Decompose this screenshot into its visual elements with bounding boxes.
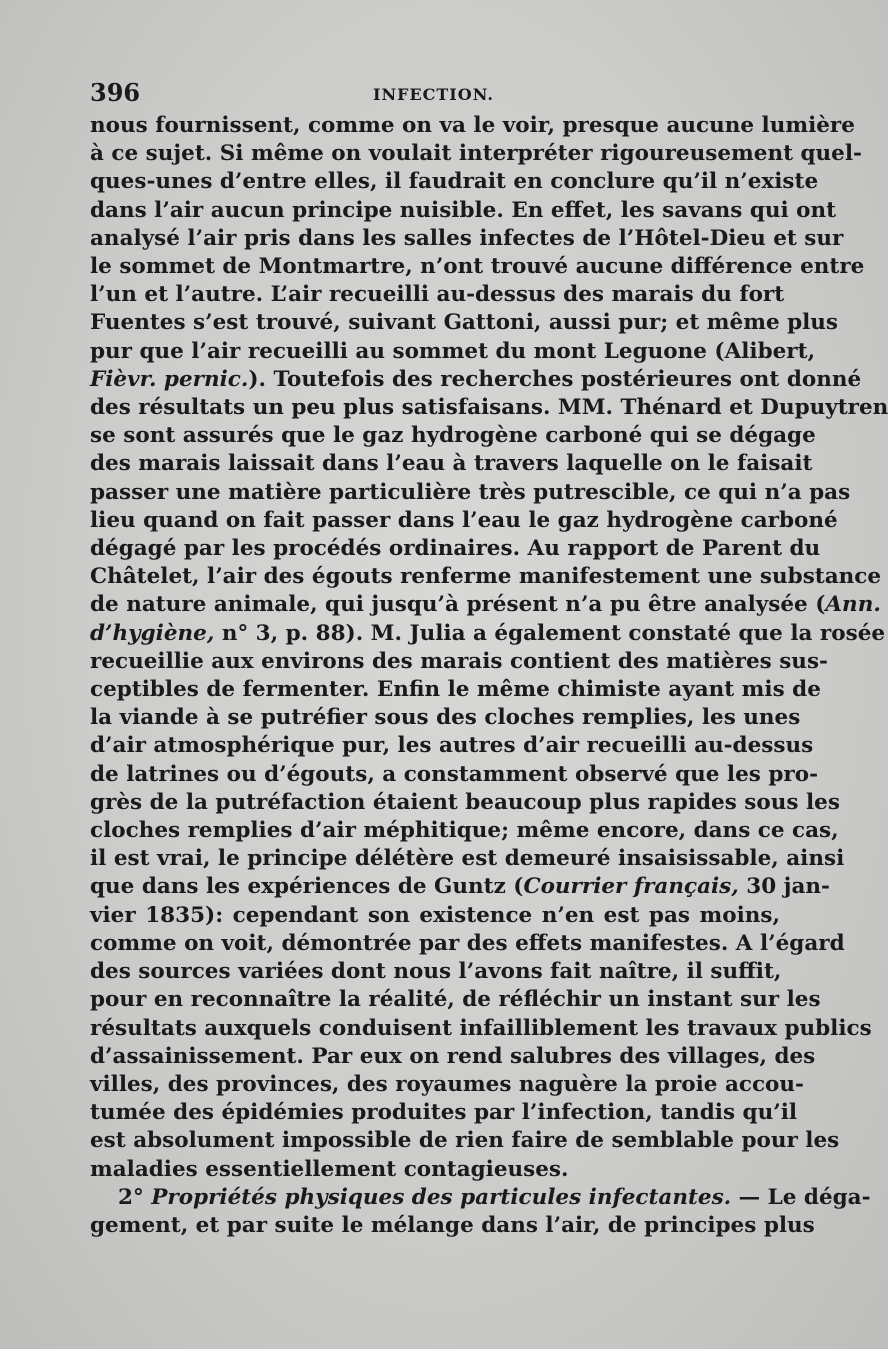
text-segment: villes, des provinces, des royaumes naguère la proie accou-: [90, 1071, 804, 1097]
text-segment: d’air atmosphérique pur, les autres d’air recueilli au-dessus: [90, 733, 814, 759]
text-segment: n° 3, p. 88). M. Julia a également constaté que la rosée: [214, 620, 886, 646]
text-segment: pour en reconnaître la réalité, de réfléchir un instant sur les: [90, 987, 821, 1013]
text-segment: passer une matière particulière très putrescible, ce qui n’a pas: [90, 479, 851, 505]
text-line: [90, 1015, 872, 1043]
text-line: [90, 761, 818, 789]
text-line: [90, 140, 862, 168]
text-line: [90, 704, 801, 732]
text-segment: il est vrai, le principe délétère est demeuré insaisissable, ainsi: [90, 846, 845, 872]
text-line: [90, 873, 830, 901]
text-line: [90, 591, 881, 619]
text-line: [90, 1071, 804, 1099]
text-segment: pur que l’air recueilli au sommet du mont Leguone (Alibert,: [90, 338, 816, 364]
page-number: 396: [90, 78, 141, 107]
text-segment: nous fournissent, comme on va le voir, presque aucune lumière: [90, 113, 855, 138]
text-line: [90, 422, 816, 450]
page-header: [90, 78, 780, 108]
text-line: [90, 958, 780, 986]
text-line: [90, 986, 821, 1014]
text-line: [90, 394, 888, 422]
text-segment: analysé l’air pris dans les salles infectes de l’Hôtel-Dieu et sur: [90, 225, 844, 251]
text-segment: le sommet de Montmartre, n’ont trouvé aucune différence entre: [90, 254, 865, 280]
text-line: [90, 1184, 871, 1212]
text-line: [90, 902, 780, 930]
text-segment: gement, et par suite le mélange dans l’air, de principes plus: [90, 1212, 815, 1238]
text-segment: ques-unes d’entre elles, il faudrait en conclure qu’il n’existe: [90, 169, 819, 195]
text-segment: comme on voit, démontrée par des effets manifestes. A l’égard: [90, 930, 845, 956]
text-line: [90, 1212, 815, 1240]
text-segment: cloches remplies d’air méphitique; même encore, dans ce cas,: [90, 818, 839, 844]
text-line: [90, 366, 862, 394]
text-line: [90, 1043, 816, 1071]
text-segment: des sources variées dont nous l’avons fait naître, il suffit,: [90, 959, 782, 985]
text-line: [90, 648, 828, 676]
text-line: [90, 676, 821, 704]
text-segment: maladies essentiellement contagieuses.: [90, 1156, 569, 1182]
text-segment: dans l’air aucun principe nuisible. En effet, les savans qui ont: [90, 197, 837, 223]
text-segment: est absolument impossible de rien faire de semblable pour les: [90, 1128, 840, 1154]
text-segment: que dans les expériences de Guntz (: [90, 874, 524, 900]
text-segment: 2°: [118, 1184, 152, 1210]
text-line: [90, 535, 821, 563]
text-segment: dégagé par les procédés ordinaires. Au rapport de Parent du: [90, 536, 821, 562]
italic-segment: Courrier français,: [523, 874, 739, 900]
text-line: [90, 930, 845, 958]
text-line: [90, 168, 819, 196]
text-line: [90, 253, 865, 281]
text-line: [90, 732, 814, 760]
text-segment: se sont assurés que le gaz hydrogène carboné qui se dégage: [90, 423, 816, 449]
text-segment: — Le déga-: [731, 1184, 871, 1210]
text-segment: lieu quand on fait passer dans l’eau le gaz hydrogène carboné: [90, 507, 838, 533]
text-line: [90, 845, 845, 873]
text-segment: des résultats un peu plus satisfaisans. MM. Thénard et Dupuytren: [90, 395, 888, 421]
italic-segment: Ann.: [825, 592, 881, 618]
text-segment: Fuentes s’est trouvé, suivant Gattoni, aussi pur; et même plus: [90, 310, 839, 336]
text-segment: recueillie aux environs des marais contient des matières sus-: [90, 648, 828, 674]
text-line: [90, 281, 785, 309]
text-line: [90, 1127, 840, 1155]
text-segment: Châtelet, l’air des égouts renferme manifestement une substance: [90, 564, 882, 590]
text-segment: de nature animale, qui jusqu’à présent n’a pu être analysée (: [90, 592, 826, 618]
text-line: [90, 817, 839, 845]
text-line: [90, 563, 882, 591]
text-segment: ceptibles de fermenter. Enfin le même chimiste ayant mis de: [90, 677, 821, 703]
text-line: [90, 225, 844, 253]
text-segment: tumée des épidémies produites par l’infection, tandis qu’il: [90, 1100, 798, 1126]
text-line: [90, 479, 851, 507]
text-segment: 30 jan-: [738, 874, 830, 900]
text-line: [90, 309, 839, 337]
text-line: [90, 112, 855, 140]
text-segment: à ce sujet. Si même on voulait interpréter rigoureusement quel-: [90, 141, 862, 167]
running-head: INFECTION.: [373, 85, 494, 104]
text-line: [90, 1099, 798, 1127]
text-segment: résultats auxquels conduisent infailliblement les travaux publics: [90, 1015, 872, 1041]
text-segment: des marais laissait dans l’eau à travers laquelle on le faisait: [90, 451, 813, 477]
text-line: [90, 338, 816, 366]
text-line: [90, 507, 838, 535]
text-segment: l’un et l’autre. L’air recueilli au-dessus des marais du fort: [90, 282, 785, 308]
text-line: [90, 450, 813, 478]
text-segment: la viande à se putréfier sous des cloches remplies, les unes: [90, 705, 801, 731]
italic-segment: d’hygiène,: [90, 620, 215, 646]
text-line: [90, 620, 886, 648]
body-text: [90, 112, 888, 1240]
text-segment: de latrines ou d’égouts, a constamment observé que les pro-: [90, 761, 818, 787]
text-line: [90, 1156, 780, 1184]
text-segment: d’assainissement. Par eux on rend salubres des villages, des: [90, 1043, 816, 1069]
italic-segment: Propriétés physiques des particules infectantes.: [151, 1184, 732, 1210]
text-segment: vier 1835): cependant son existence n’en est pas moins,: [90, 902, 780, 928]
text-line: [90, 197, 837, 225]
text-segment: grès de la putréfaction étaient beaucoup plus rapides sous les: [90, 789, 840, 815]
text-segment: ). Toutefois des recherches postérieures ont donné: [248, 366, 862, 392]
text-line: [90, 789, 840, 817]
italic-segment: Fièvr. pernic.: [90, 366, 249, 392]
